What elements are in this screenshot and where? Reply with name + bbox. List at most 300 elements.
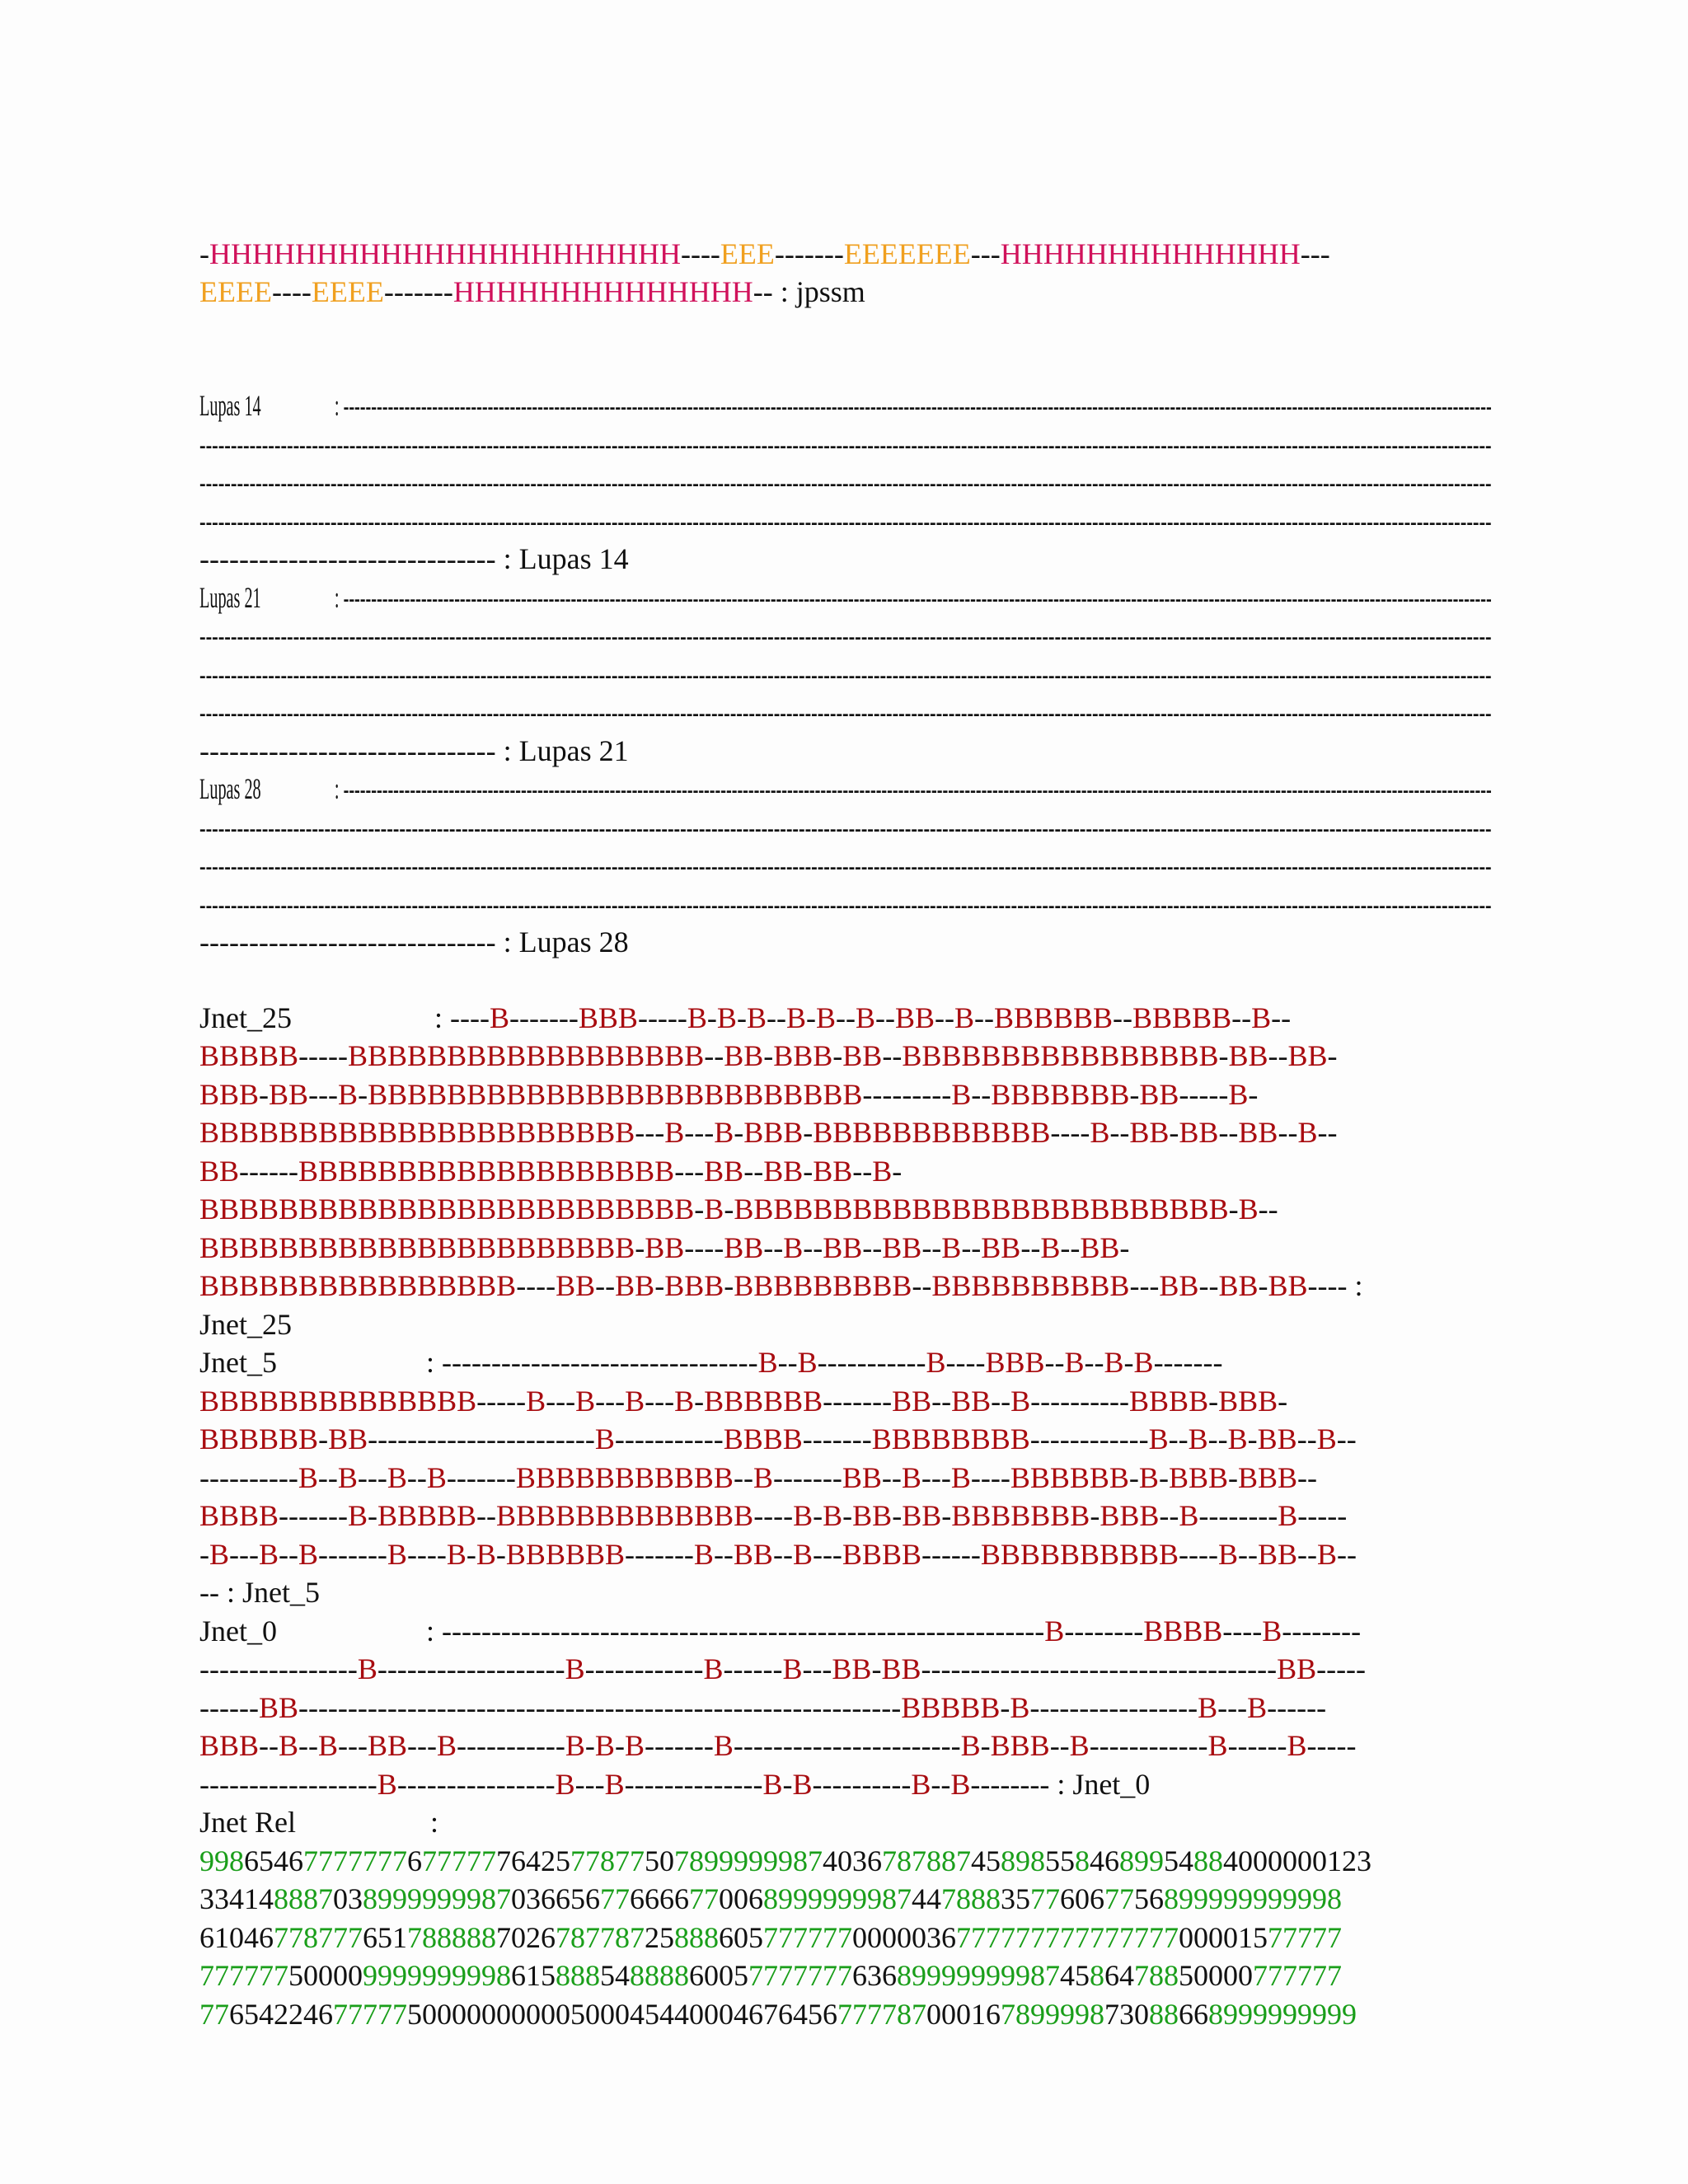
strand-segment: BB (724, 1039, 764, 1072)
strand-segment: BBB (199, 1729, 260, 1762)
text-segment: - (654, 1269, 665, 1302)
strand-segment: B (318, 1729, 339, 1762)
strand-segment: BBB (990, 1729, 1050, 1762)
strand-segment: EEE (720, 237, 775, 270)
text-segment: ---------- (199, 1460, 298, 1494)
text-segment: ---- (970, 1460, 1010, 1494)
strand-segment: BB (1268, 1269, 1308, 1302)
text-segment: -- (1207, 1422, 1228, 1455)
text-segment: -- (1109, 1116, 1130, 1149)
text-segment: -- (1198, 1269, 1219, 1302)
strand-segment: BBBBBBBBBBBBBBBBBBBBBBBBB (734, 1193, 1229, 1226)
text-segment: --- (802, 1652, 832, 1685)
strand-segment: B (1297, 1116, 1318, 1149)
strand-segment: B (792, 1767, 813, 1801)
text-segment: -------- (1198, 1499, 1278, 1532)
strand-segment: B (797, 1346, 818, 1379)
strand-segment: B (387, 1460, 407, 1494)
strand-segment: B (901, 1460, 921, 1494)
text-segment: ------ (921, 1537, 981, 1571)
strand-segment: BBB (664, 1269, 724, 1302)
strand-segment: B (793, 1499, 814, 1532)
strand-segment: BB (1179, 1116, 1219, 1149)
text-segment: -------- : Jnet_0 (970, 1767, 1151, 1801)
strand-segment: B (1227, 1422, 1248, 1455)
strand-segment: B (792, 1537, 813, 1571)
strand-segment: B (555, 1767, 575, 1801)
text-segment: - (259, 1077, 270, 1111)
text-segment: -- (1297, 1537, 1317, 1571)
strand-segment: BB (881, 1652, 921, 1685)
text-segment: - (1123, 1346, 1134, 1379)
text-segment: -- (1238, 1537, 1258, 1571)
strand-segment: B (703, 1652, 724, 1685)
text-segment: 6546 (244, 1844, 303, 1877)
text-segment: -------------- (624, 1767, 763, 1801)
text-segment: - (1218, 1039, 1229, 1072)
strand-segment: B (782, 1652, 803, 1685)
text-segment: - (694, 1193, 705, 1226)
text-segment: -- (1159, 1499, 1179, 1532)
strand-segment: BB (615, 1269, 655, 1302)
text-segment: -- (882, 1039, 903, 1072)
text-segment: - (813, 1499, 823, 1532)
text-segment: ---- (680, 237, 720, 270)
track-label: Jnet_0 (199, 1614, 277, 1647)
text-segment: Jnet_25 (199, 1307, 292, 1341)
text-segment: - (614, 1729, 625, 1762)
text-segment: --------- (862, 1077, 952, 1111)
strand-segment: BBBBBBBBB (734, 1269, 912, 1302)
text-segment: 45 (971, 1844, 1001, 1877)
text-segment: ------------ (584, 1652, 704, 1685)
jpssm-line-2 (199, 273, 1492, 312)
text-segment: -- (1297, 1460, 1318, 1494)
strand-segment: BBBBBBB (991, 1077, 1130, 1111)
strand-segment: BB (894, 1001, 935, 1034)
dash-run: : --------------------------------------------------------------------------------------------------------------------------------------------------------------------------------------------------------------- (334, 389, 1492, 422)
spacer (199, 962, 1492, 999)
lupas-block (199, 770, 1492, 962)
strand-segment: BBBBBB (704, 1384, 823, 1418)
jnet-line (199, 1497, 1492, 1535)
strand-segment: B (338, 1077, 359, 1111)
text-segment: --- (970, 237, 1001, 270)
text-segment: -- (1278, 1116, 1298, 1149)
jnet-line (199, 1113, 1492, 1152)
text-segment: 45 (1060, 1959, 1090, 1992)
jnet-line (199, 1076, 1492, 1114)
text-segment: - (1119, 1230, 1130, 1264)
text-segment: 00016 (926, 1997, 1001, 2031)
jnet-line (199, 1420, 1492, 1459)
strand-segment: B (1217, 1537, 1238, 1571)
text-segment: 35 (1001, 1882, 1030, 1915)
confidence-high-segment: 77 (1030, 1882, 1060, 1915)
strand-segment: B (1044, 1614, 1065, 1647)
text-segment: 6425 (511, 1844, 570, 1877)
jnet-rel-line (199, 1995, 1492, 2034)
text-segment: -- (803, 1230, 823, 1264)
text-segment: -- (476, 1499, 497, 1532)
text-segment: 50000000000500045440004676456 (407, 1997, 837, 2031)
strand-segment: BBBB (1143, 1614, 1223, 1647)
text-segment: ------- (772, 1460, 842, 1494)
text-segment: -- (991, 1384, 1011, 1418)
text-segment: ------- (446, 1460, 516, 1494)
strand-segment: BB (269, 1077, 309, 1111)
text-segment: -- (934, 1001, 954, 1034)
text-segment: 605 (719, 1920, 763, 1954)
helix-segment: HHHHHHHHHHHHHHHHHHHHHH (209, 237, 681, 270)
text-segment: --- (645, 1384, 675, 1418)
strand-segment: B (426, 1460, 447, 1494)
strand-segment: BBBBB (1132, 1001, 1232, 1034)
text-segment: 33414 (199, 1882, 274, 1915)
strand-segment: BB (733, 1537, 773, 1571)
text-segment: ---------------- (199, 1652, 358, 1685)
strand-segment: BB (199, 1154, 240, 1188)
text-segment: 606 (1060, 1882, 1104, 1915)
confidence-high-segment: 777777 (1253, 1959, 1342, 1992)
sequence-document (199, 196, 1492, 2033)
text-segment: -- (881, 1460, 902, 1494)
text-segment: ----- (1316, 1652, 1367, 1685)
text-segment: 4000000123 (1223, 1844, 1372, 1877)
strand-segment: B (693, 1537, 714, 1571)
confidence-high-segment: 8999999987 (763, 1882, 912, 1915)
text-segment: ------- (823, 1384, 893, 1418)
confidence-high-segment: 899999999998 (1164, 1882, 1342, 1915)
strand-segment: BBB (578, 1001, 638, 1034)
text-segment: ------------------ (199, 1767, 377, 1801)
strand-segment: B (437, 1729, 457, 1762)
text-segment: -- (279, 1537, 298, 1571)
text-segment: --- (1129, 1269, 1160, 1302)
spacer (199, 349, 1492, 387)
strand-segment: B (1090, 1116, 1110, 1149)
confidence-high-segment: 778777 (274, 1920, 363, 1954)
text-segment: - (782, 1767, 793, 1801)
text-segment: -- (1060, 1230, 1081, 1264)
text-segment: -- (1258, 1193, 1278, 1226)
jnet-line (199, 999, 1492, 1038)
text-segment: - (318, 1422, 329, 1455)
text-segment: - (805, 1001, 816, 1034)
strand-segment: BB (1159, 1269, 1199, 1302)
strand-segment: B (674, 1384, 695, 1418)
text-segment: - (1208, 1384, 1219, 1418)
text-segment: - (1090, 1499, 1100, 1532)
text-segment: ---- (1179, 1537, 1218, 1571)
text-segment: - (892, 1499, 903, 1532)
text-segment: - (466, 1537, 476, 1571)
text-segment: -- (1336, 1422, 1357, 1455)
jnet-rel-line (199, 1919, 1492, 1957)
confidence-high-segment: 9999999998 (363, 1959, 511, 1992)
text-segment: 6666 (630, 1882, 689, 1915)
text-segment: -- (1084, 1346, 1104, 1379)
strand-segment: BBBBBBBBBBBBBBBBBBBBBBBBB (199, 1193, 695, 1226)
strand-segment: BB (981, 1230, 1021, 1264)
text-segment: --- (674, 1154, 705, 1188)
strand-segment: B (1262, 1614, 1282, 1647)
confidence-high-segment: 8999999999 (1208, 1997, 1357, 2031)
dash-line: --------------------------------------------------------------------------------------------------------------------------------------------------------------------------------------------------------------- (199, 427, 1492, 461)
strand-segment: BB (902, 1499, 942, 1532)
strand-segment: BB (892, 1384, 932, 1418)
strand-segment: B (926, 1346, 946, 1379)
strand-segment: B (337, 1460, 358, 1494)
strand-segment: B (872, 1154, 893, 1188)
confidence-high-segment: 777777 (763, 1920, 852, 1954)
text-segment: --- (574, 1767, 605, 1801)
strand-segment: B (664, 1116, 685, 1149)
confidence-high-segment: 77 (689, 1882, 719, 1915)
strand-segment: BBBB (199, 1499, 279, 1532)
text-segment: ------- (1153, 1346, 1223, 1379)
strand-segment: BBB (1100, 1499, 1160, 1532)
text-segment: 6005 (689, 1959, 748, 1992)
text-segment: 46 (1090, 1844, 1119, 1877)
text-segment: - (1258, 1269, 1268, 1302)
text-segment: -- (713, 1537, 734, 1571)
text-segment: ------ (239, 1154, 298, 1188)
strand-segment: B (714, 1116, 734, 1149)
strand-segment: B (1064, 1346, 1085, 1379)
text-segment: --- (308, 1077, 339, 1111)
text-segment: --- (407, 1729, 438, 1762)
text-segment: 55 (1045, 1844, 1075, 1877)
strand-segment: BBB (773, 1039, 833, 1072)
strand-segment: BB (951, 1384, 992, 1418)
text-segment: 03 (333, 1882, 363, 1915)
confidence-high-segment: 77777 (1268, 1920, 1342, 1954)
text-segment: - (832, 1039, 843, 1072)
lupas-label: Lupas 14 (199, 389, 261, 422)
text-segment: - (1248, 1077, 1259, 1111)
strand-segment: B (954, 1001, 974, 1034)
text-segment: - (1000, 1690, 1010, 1724)
strand-segment: B (1138, 1460, 1159, 1494)
strand-segment: BB (1257, 1537, 1298, 1571)
text-segment: ----- (476, 1384, 527, 1418)
strand-segment: B (1148, 1422, 1169, 1455)
strand-segment: BBB (199, 1077, 260, 1111)
strand-segment: B (298, 1537, 318, 1571)
text-segment: ---- (1222, 1614, 1263, 1647)
text-segment: - (495, 1537, 506, 1571)
text-segment: 64 (1104, 1959, 1134, 1992)
strand-segment: B (476, 1537, 496, 1571)
jnet-line (199, 1267, 1492, 1305)
jnet-line (199, 1535, 1492, 1574)
strand-segment: BBBBBBBBBBBBB (496, 1499, 754, 1532)
text-segment: : -------------------------------- (426, 1346, 758, 1379)
text-segment: --- (357, 1460, 387, 1494)
text-segment: - (1327, 1039, 1338, 1072)
strand-segment: BBB (1168, 1460, 1228, 1494)
text-segment: 50 (645, 1844, 674, 1877)
text-segment: -- (595, 1269, 616, 1302)
strand-segment: B (625, 1384, 645, 1418)
text-segment: - (736, 1001, 747, 1034)
text-segment: -- (1044, 1346, 1065, 1379)
confidence-high-segment: 7 (1045, 1959, 1060, 1992)
text-segment: --- (1217, 1690, 1248, 1724)
text-segment: ------ (199, 1690, 259, 1724)
lupas-tail: ------------------------------ : Lupas 28 (199, 926, 629, 958)
text-segment: - (842, 1499, 853, 1532)
text-segment: - (803, 1116, 814, 1149)
jnet-line (199, 1382, 1492, 1421)
text-segment: -- (1218, 1116, 1239, 1149)
lupas-block (199, 387, 1492, 579)
text-segment: -- (1049, 1729, 1070, 1762)
dash-line: --------------------------------------------------------------------------------------------------------------------------------------------------------------------------------------------------------------- (199, 657, 1492, 691)
strand-segment: BBBB (1129, 1384, 1209, 1418)
strand-segment: B (1287, 1729, 1307, 1762)
confidence-high-segment: 8999999998 (897, 1959, 1045, 1992)
lupas-section (199, 387, 1492, 962)
text-segment: 54 (1164, 1844, 1193, 1877)
text-segment: 7 (496, 1844, 511, 1877)
text-segment: -- (743, 1154, 764, 1188)
text-segment: -- (763, 1230, 784, 1264)
lupas-label: Lupas 28 (199, 772, 261, 805)
text-segment: -- (1296, 1422, 1317, 1455)
colon: : (430, 1806, 439, 1839)
dash-line: --------------------------------------------------------------------------------------------------------------------------------------------------------------------------------------------------------------- (199, 466, 1492, 499)
strand-segment: B (1278, 1499, 1298, 1532)
strand-segment: BBBBBBBBBBBBBBBBBB (348, 1039, 705, 1072)
strand-segment: B (687, 1001, 707, 1034)
text-segment: ---- (1050, 1116, 1090, 1149)
strand-segment: BBBBBB (505, 1537, 625, 1571)
text-segment: -- (874, 1001, 895, 1034)
strand-segment: BB (1139, 1077, 1179, 1111)
strand-segment: B (594, 1422, 615, 1455)
strand-segment: BBBBBBBBBBBBBBBB (902, 1039, 1219, 1072)
text-segment: ------- (509, 1001, 579, 1034)
text-segment: - (734, 1116, 744, 1149)
text-segment: -- (921, 1230, 942, 1264)
strand-segment: BB (1129, 1116, 1170, 1149)
text-segment: ---------- (1030, 1384, 1130, 1418)
confidence-high-segment: 7777777 (303, 1844, 407, 1877)
text-segment: 0000036 (852, 1920, 956, 1954)
confidence-high-segment: 8888 (630, 1959, 689, 1992)
text-segment: ------- (318, 1537, 387, 1571)
text-segment: --- (635, 1116, 665, 1149)
strand-segment: BBBBB (377, 1499, 477, 1532)
strand-segment: BB (813, 1154, 853, 1188)
text-segment: - (724, 1193, 734, 1226)
strand-segment: B (713, 1729, 734, 1762)
jpssm-line-1 (199, 235, 1492, 274)
text-segment: ----------------------- (368, 1422, 595, 1455)
confidence-high-segment: 8 (1075, 1844, 1090, 1877)
text-segment: - (871, 1652, 882, 1685)
text-segment: 636 (852, 1959, 897, 1992)
text-segment: -- (931, 1384, 952, 1418)
strand-segment: B (815, 1001, 836, 1034)
text-segment: ------------------- (377, 1652, 565, 1685)
text-segment: : ------------------------------------------------------------- (426, 1614, 1045, 1647)
text-segment: -- (1113, 1001, 1133, 1034)
strand-segment: B (604, 1767, 625, 1801)
strand-segment: BBBBBBBBBB (980, 1537, 1179, 1571)
jnet-rel-block (199, 1803, 1492, 2033)
text-segment: ------- (279, 1499, 348, 1532)
strand-segment: BB (645, 1230, 685, 1264)
jnet-rel-header (199, 1803, 1492, 1842)
confidence-high-segment: 777777 (199, 1959, 288, 1992)
text-segment: -- (777, 1346, 798, 1379)
dash-line: --------------------------------------------------------------------------------------------------------------------------------------------------------------------------------------------------------------- (199, 619, 1492, 652)
confidence-high-segment: 998 (199, 1844, 244, 1877)
text-segment: 036656 (511, 1882, 600, 1915)
lupas-tail: ------------------------------ : Lupas 14 (199, 542, 629, 575)
strand-segment: BB (832, 1652, 872, 1685)
text-segment: -- (835, 1001, 856, 1034)
strand-segment: B (911, 1767, 931, 1801)
strand-segment: B (279, 1729, 299, 1762)
confidence-high-segment: 888 (674, 1920, 719, 1954)
jnet-line (199, 1037, 1492, 1076)
text-segment: ---- (406, 1537, 447, 1571)
jnet-0-block (199, 1612, 1492, 1804)
text-segment: - (1228, 1193, 1239, 1226)
text-segment: ---------------- (396, 1767, 556, 1801)
text-segment: - (724, 1269, 734, 1302)
text-segment: 50000 (288, 1959, 363, 1992)
text-segment: - (694, 1384, 705, 1418)
strand-segment: B (209, 1537, 230, 1571)
jnet-line (199, 1727, 1492, 1765)
confidence-high-segment: 899 (1119, 1844, 1164, 1877)
strand-segment: BB (842, 1460, 882, 1494)
text-segment: - (367, 1499, 377, 1532)
text-segment: ----- (298, 1039, 349, 1072)
strand-segment: BBBB (842, 1537, 921, 1571)
text-segment: - (941, 1499, 952, 1532)
text-segment: 61046 (199, 1920, 274, 1954)
text-segment: ------- (644, 1729, 714, 1762)
text-segment: -- (862, 1230, 883, 1264)
lupas-tail: ------------------------------ : Lupas 21 (199, 733, 629, 767)
strand-segment: B (941, 1230, 962, 1264)
dash-line: --------------------------------------------------------------------------------------------------------------------------------------------------------------------------------------------------------------- (199, 504, 1492, 537)
strand-segment: BBB (985, 1346, 1045, 1379)
jnet-5-block (199, 1343, 1492, 1612)
strand-segment: B (785, 1001, 806, 1034)
dash-line: --------------------------------------------------------------------------------------------------------------------------------------------------------------------------------------------------------------- (199, 887, 1492, 921)
text-segment: -- (1020, 1230, 1041, 1264)
text-segment: ---- (271, 275, 312, 308)
text-segment: -- (772, 1537, 793, 1571)
strand-segment: B (1040, 1230, 1061, 1264)
text-segment: -- (973, 1001, 994, 1034)
text-segment: 651 (363, 1920, 407, 1954)
text-segment: ---- (684, 1230, 724, 1264)
strand-segment: BBBBBBBBBBB (515, 1460, 734, 1494)
dash-run: : --------------------------------------------------------------------------------------------------------------------------------------------------------------------------------------------------------------- (334, 580, 1492, 614)
text-segment: 6 (407, 1844, 422, 1877)
text-segment: 56 (1134, 1882, 1164, 1915)
text-segment: 000015 (1179, 1920, 1268, 1954)
strand-segment: B (783, 1230, 804, 1264)
